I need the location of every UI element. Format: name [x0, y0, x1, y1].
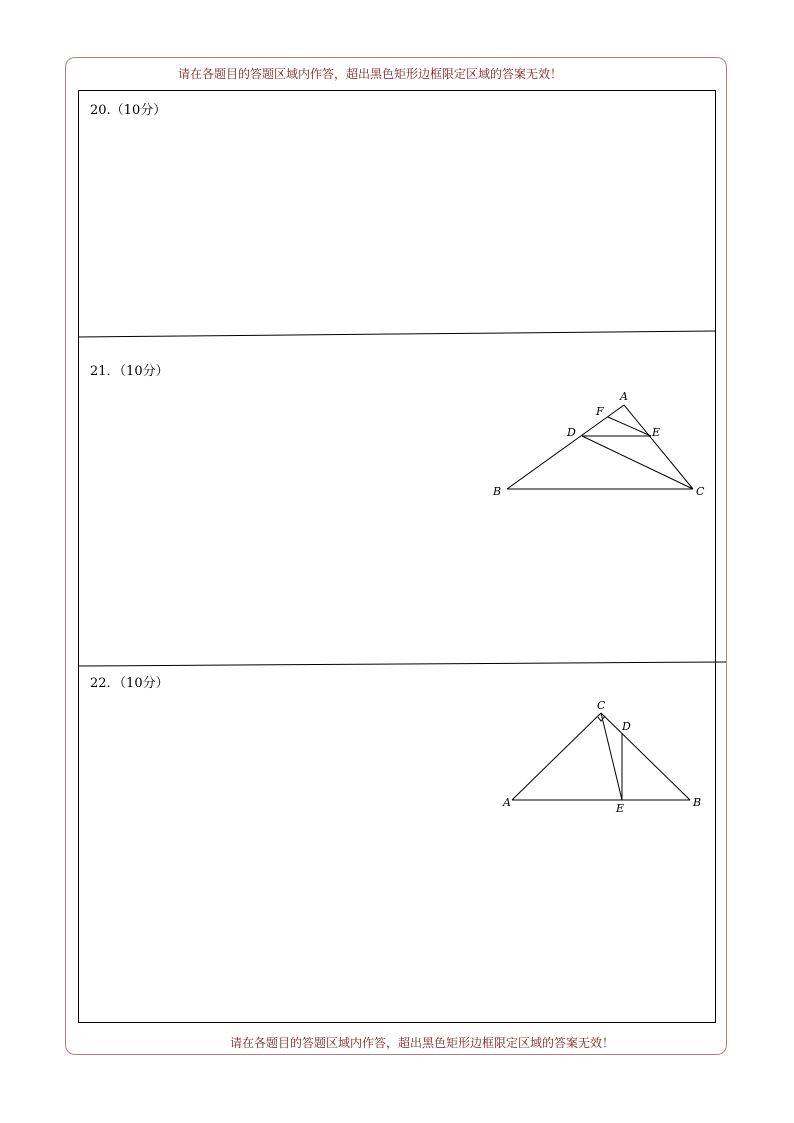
q22-label-a: A [503, 796, 511, 809]
question-22-figure [512, 713, 690, 800]
q21-segment-fe [608, 417, 651, 436]
q21-segment-ac [624, 405, 693, 489]
question-21-number: 21．（10分） [90, 364, 169, 379]
q22-label-b: B [693, 796, 702, 809]
notice-bottom: 请在各题目的答题区域内作答，超出黑色矩形边框限定区域的答案无效！ [230, 1036, 615, 1050]
q21-label-c: C [696, 485, 705, 498]
q21-segment-dc [582, 436, 693, 489]
q22-segment-cb [601, 713, 690, 800]
q21-label-e: E [652, 426, 661, 439]
notice-top: 请在各题目的答题区域内作答，超出黑色矩形边框限定区域的答案无效！ [178, 67, 563, 81]
q22-label-e: E [616, 802, 625, 815]
q22-label-d: D [622, 720, 631, 733]
q21-label-d: D [567, 426, 576, 439]
q22-label-c: C [597, 699, 606, 712]
q21-label-f: F [596, 405, 604, 418]
question-22-number: 22．（10分） [90, 676, 169, 691]
divider-21-22 [78, 662, 726, 666]
divider-20-21 [78, 331, 716, 337]
q21-label-a: A [620, 390, 628, 403]
question-20-number: 20.（10分） [90, 103, 167, 118]
q22-segment-ac [512, 713, 601, 800]
q21-label-b: B [493, 485, 502, 498]
q22-segment-ce [601, 713, 622, 800]
q21-segment-ba [507, 405, 624, 489]
